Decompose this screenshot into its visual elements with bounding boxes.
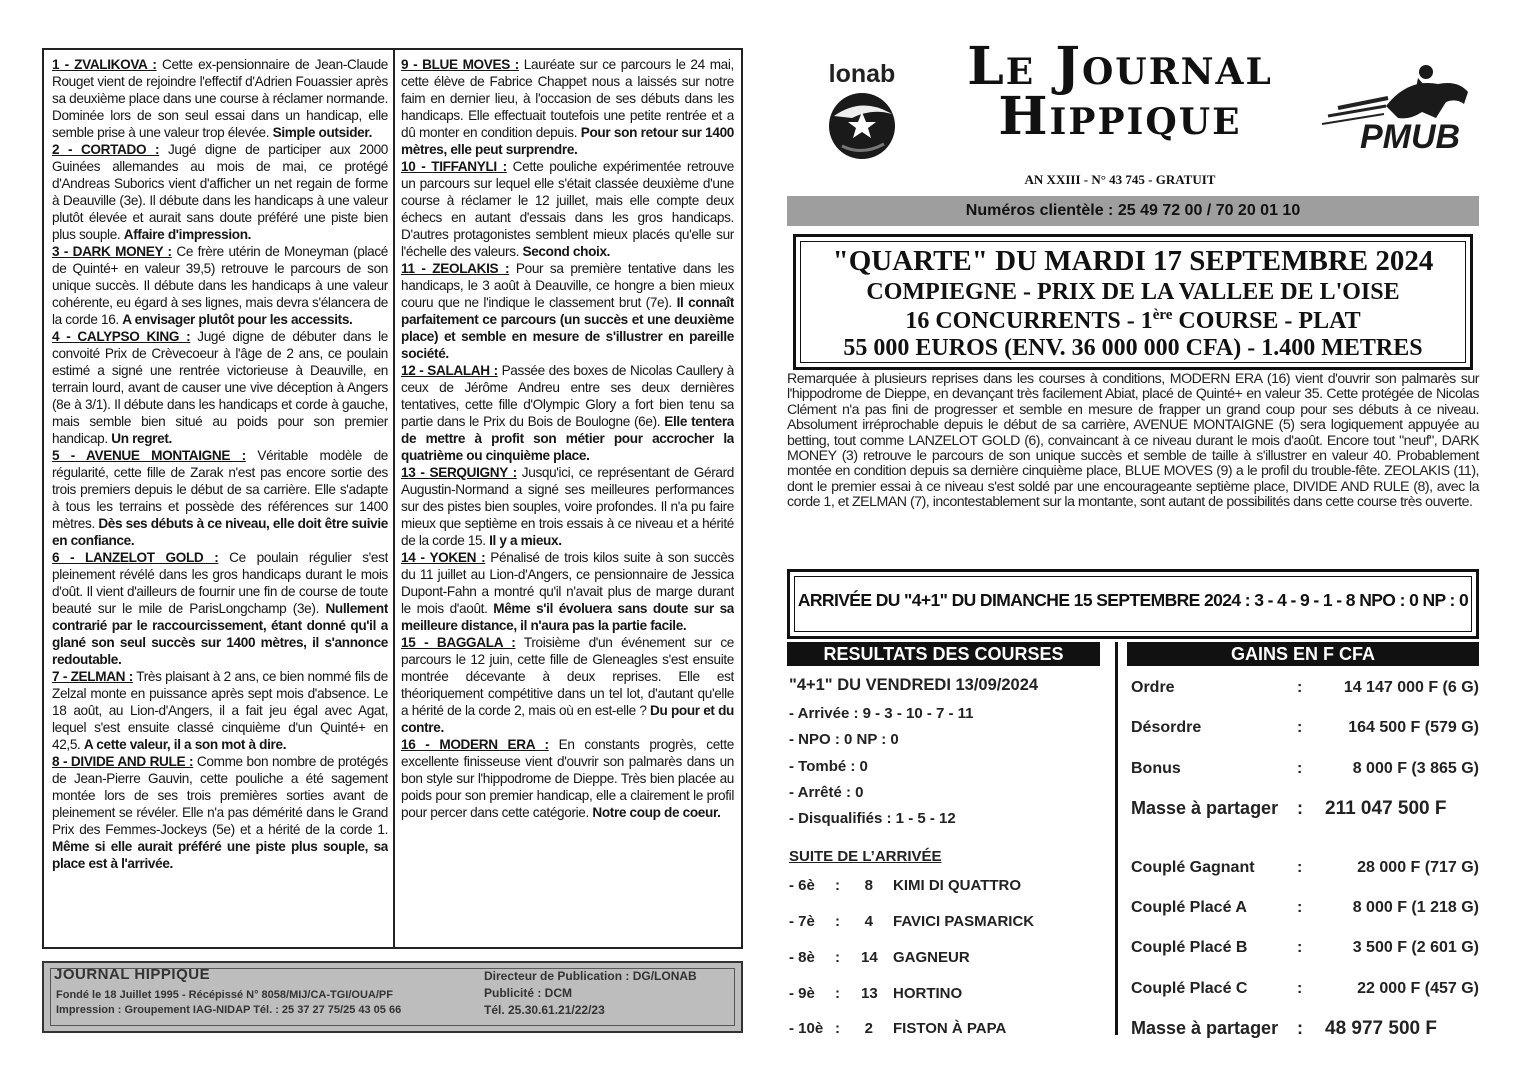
horse-comment [401, 362, 734, 464]
gain-separator: : [1297, 899, 1303, 916]
result-line: - Disqualifiés : 1 - 5 - 12 [789, 810, 956, 827]
horse-verdict: Affaire d'impression. [123, 227, 252, 242]
horse-verdict: Même s'il évoluera sans doute sur sa meilleure distance, il n'aura pas la partie facile. [401, 601, 734, 633]
results-header: RESULTATS DES COURSES [787, 642, 1100, 666]
publication-footer [42, 961, 743, 1033]
suite-rank: - 10è [789, 1020, 824, 1037]
suite-separator: : [835, 1020, 840, 1037]
newspaper-title [920, 36, 1320, 147]
horse-name: 16 - MODERN ERA : [401, 737, 549, 752]
horse-comment-text: Véritable modèle de régularité, cette fille de Zarak n'est pas encore sortie des trois premiers depuis le début de sa carrière. Elle s'adapte à tous les terrains et possède des références sur 1400 mètres. [52, 448, 388, 531]
race-title-box [793, 234, 1473, 370]
horse-comment [52, 328, 388, 447]
lonab-logo-text: lonab [828, 60, 896, 88]
horse-comment [52, 56, 388, 141]
race-title-line-3 [796, 307, 1470, 335]
suite-title: SUITE DE L’ARRIVÉE [789, 848, 942, 865]
suite-separator: : [835, 985, 840, 1002]
horse-comment-text: Très plaisant à 2 ans, ce bien nommé fils de Zelzal monte en puissance après sept mois d'absence. Le 18 août, au Lion-d'Angers, il a fait jeu égal avec Agat, lequel s'est ensuite classé cinquième d'un Quinté+ en 42,5. [52, 669, 388, 752]
horse-name: 13 - SERQUIGNY : [401, 465, 517, 480]
horse-name: 12 - SALALAH : [401, 363, 498, 378]
race-title-line-4: 55 000 EUROS (ENV. 36 000 000 CFA) - 1.400 METRES [843, 335, 1423, 361]
suite-horse-name: GAGNEUR [893, 949, 970, 966]
horse-comment-text: Jusqu'ici, ce représentant de Gérard Augustin-Normand a signé ses meilleures performances sur des pistes bien souples, voire profondes. Il n'a pu faire mieux que septième en trois essais à ce niveau et a hérité de la corde 15. [401, 465, 734, 548]
footer-director: Directeur de Publication : DG/LONAB [484, 969, 697, 983]
comments-column-1 [52, 56, 388, 944]
horse-comment-text: Troisième d'un événement sur ce parcours le 12 juin, cette fille de Gleneagles s'est ensuite montrée décevante à deux reprises. Elle est théoriquement compétitive dans un tel lot, d'autant qu'elle a hérité de la corde 2, mais où en est-elle ? [401, 635, 734, 718]
horse-name: 3 - DARK MONEY : [52, 244, 172, 259]
suite-separator: : [835, 877, 840, 894]
horse-comment-text: Pénalisé de trois kilos suite à son succès du 11 juillet au Lion-d'Angers, ce pensionnaire de Jessica Dupont-Fahn a montré qu'il n'avait plus de marge durant le mois d'août. [401, 550, 734, 616]
gain-separator: : [1297, 719, 1303, 736]
footer-printing: Impression : Groupement IAG-NIDAP Tél. : 25 37 27 75/25 43 05 66 [56, 1004, 402, 1016]
gain-value: 8 000 F (1 218 G) [1352, 899, 1479, 916]
horse-verdict: Simple outsider. [272, 125, 373, 140]
horse-name: 11 - ZEOLAKIS : [401, 261, 510, 276]
horse-comment [52, 753, 388, 872]
arrivee-box [787, 569, 1479, 639]
horse-comment [401, 56, 734, 158]
suite-horse-number: 4 [864, 913, 873, 930]
horse-comment [52, 447, 388, 549]
horse-comment [52, 243, 388, 328]
horse-comment [401, 158, 734, 260]
horse-name: 6 - LANZELOT GOLD : [52, 550, 219, 565]
gain-label: Ordre [1131, 679, 1175, 696]
horse-comment-text: Passée des boxes de Nicolas Caullery à ceux de Jérôme Andreu entre ses deux dernières tentatives, cette fille d'Olympic Glory a fort bien tenu sa partie dans le Prix du Bois de Boulogne (6e). [401, 363, 734, 429]
gain-separator: : [1297, 859, 1303, 876]
title-line-2: Hippique [998, 86, 1242, 147]
horse-name: 4 - CALYPSO KING : [52, 329, 191, 344]
suite-horse-number: 8 [864, 877, 873, 894]
results-gains-divider [1115, 642, 1118, 1035]
gains-header: GAINS EN F CFA [1127, 642, 1479, 666]
horse-comment-text: Ce poulain régulier s'est pleinement révélé dans les gros handicaps durant le mois d'oût. Il vient d'ailleurs de fournir une fin de course de toute beauté sur le mile de ParisLongchamp (3e). [52, 550, 388, 616]
suite-horse-name: HORTINO [893, 985, 963, 1002]
gain-value: 3 500 F (2 601 G) [1352, 939, 1479, 956]
horse-comment-text: Cette pouliche expérimentée retrouve un parcours sur lequel elle s'était classée deuxième d'une course à réclamer le 12 juillet, mais elle compte deux échecs en autant d'essais dans les gros handicaps. D'autres protagonistes semblent mieux placés qu'elle sur l'échelle des valeurs. [401, 159, 734, 259]
gain-label: Masse à partager [1131, 798, 1279, 818]
pmub-logo-text: PMUB [1359, 118, 1461, 156]
horse-comment [52, 668, 388, 753]
gain-separator: : [1297, 1018, 1303, 1038]
horse-comments-box [42, 48, 743, 949]
suite-rank: - 6è [789, 877, 815, 894]
horse-comment [52, 141, 388, 243]
arrivee-text: ARRIVÉE DU "4+1" DU DIMANCHE 15 SEPTEMBRE 2024 : 3 - 4 - 9 - 1 - 8 NPO : 0 NP : 0 [797, 590, 1469, 610]
gain-separator: : [1297, 939, 1303, 956]
race-title-line-3b: COURSE - PLAT [1172, 308, 1361, 334]
horse-verdict: Elle tentera de mettre à profit son métier pour accrocher la quatrième ou cinquième place. [401, 414, 734, 463]
comments-column-2 [401, 56, 734, 944]
suite-rank: - 9è [789, 985, 815, 1002]
gain-value: 8 000 F (3 865 G) [1352, 760, 1479, 777]
results-title: "4+1" DU VENDREDI 13/09/2024 [789, 676, 1039, 694]
suite-separator: : [835, 949, 840, 966]
race-title-line-3-sup: ère [1152, 307, 1173, 323]
suite-horse-name: FAVICI PASMARICK [893, 913, 1035, 930]
title-line-1: Le Journal [967, 36, 1273, 97]
horse-name: 8 - DIVIDE AND RULE : [52, 754, 194, 769]
horse-verdict: Nullement contrarié par le raccourcissement, étant donné qu'il a glané son seul succès sur 1400 mètres, il s'annonce redoutable. [52, 601, 388, 667]
column-divider [393, 50, 395, 947]
suite-horse-name: FISTON À PAPA [893, 1020, 1007, 1037]
suite-horse-number: 2 [864, 1020, 873, 1037]
horse-comment-text: Lauréate sur ce parcours le 24 mai, cette élève de Fabrice Chappet nous a laissés sur notre faim en dernier lieu, à l'occasion de ses débuts dans les handicaps. Elle effectuait toutefois une petite rentrée et a dû monter en condition depuis. [401, 57, 734, 140]
race-title-line-1: "QUARTE" DU MARDI 17 SEPTEMBRE 2024 [832, 245, 1434, 277]
gain-label: Désordre [1131, 719, 1202, 736]
horse-verdict: Second choix. [522, 244, 611, 259]
suite-separator: : [835, 913, 840, 930]
horse-comment-text: Ce frère utérin de Moneyman (placé de Quinté+ en valeur 39,5) retrouve le parcours de son unique succès. Il débute dans les handicaps à une valeur cohérente, eu égard à ses lignes, mais devra s'élancera de la corde 16. [52, 244, 388, 327]
horse-comment [401, 464, 734, 549]
horse-comment [401, 736, 734, 821]
horse-verdict: A envisager plutôt pour les accessits. [122, 312, 353, 327]
gain-separator: : [1297, 798, 1303, 818]
horse-comment [401, 260, 734, 362]
horse-comment-text: En constants progrès, cette excellente finisseuse vient d'ouvrir son palmarès dans un bon style sur l'hippodrome de Dieppe. Très bien placée au poids pour son premier handicap, elle a clairement le profil pour percer dans cette catégorie. [401, 737, 734, 820]
horse-name: 1 - ZVALIKOVA : [52, 57, 157, 72]
result-line: - Arrivée : 9 - 3 - 10 - 7 - 11 [789, 705, 974, 722]
horse-comment-text: Jugé digne de débuter dans le convoité Prix de Crèvecoeur à l'âge de 2 ans, ce poulain estimé a signé une rentrée victorieuse à Deauville, en terrain lourd, avant de causer une vive déception à Angers (8e à 3/1). Il débute dans les handicaps et corde à gauche, mais semble bien situé au poids pour son premier handicap. [52, 329, 388, 446]
gain-label: Couplé Placé B [1131, 939, 1248, 956]
horse-verdict: Il connaît parfaitement ce parcours (un succès et une deuxième place) et semble en mesure de s'illustrer en pareille société. [401, 295, 734, 361]
horse-verdict: Pour son retour sur 1400 mètres, elle peut surprendre. [401, 125, 734, 157]
gain-value: 28 000 F (717 G) [1357, 859, 1479, 876]
horse-comment-text: Pour sa première tentative dans les handicaps, le 3 août à Deauville, ce hongre a bien mieux couru que ne l'indique le classement brut (7e). [401, 261, 734, 310]
lonab-logo [812, 56, 912, 164]
gain-label: Bonus [1131, 760, 1181, 777]
gain-label: Couplé Placé C [1131, 980, 1248, 997]
gain-label: Couplé Placé A [1131, 899, 1247, 916]
horse-name: 15 - BAGGALA : [401, 635, 516, 650]
horse-verdict: Dès ses débuts à ce niveau, elle doit être suivie en confiance. [52, 516, 388, 548]
footer-publicite: Publicité : DCM [484, 986, 573, 1000]
suite-rank: - 7è [789, 913, 815, 930]
horse-name: 14 - YOKEN : [401, 550, 486, 565]
customer-phone-bar: Numéros clientèle : 25 49 72 00 / 70 20 01 10 [787, 196, 1479, 226]
race-title-line-3a: 16 CONCURRENTS - 1 [905, 308, 1153, 334]
horse-name: 9 - BLUE MOVES : [401, 57, 519, 72]
suite-rank: - 8è [789, 949, 815, 966]
gain-separator: : [1297, 760, 1303, 777]
race-title-line-2: COMPIEGNE - PRIX DE LA VALLEE DE L'OISE [866, 279, 1400, 305]
result-line: - Arrêté : 0 [789, 784, 864, 801]
gain-label: Masse à partager [1131, 1018, 1279, 1038]
result-line: - Tombé : 0 [789, 758, 868, 775]
gain-label: Couplé Gagnant [1131, 859, 1255, 876]
race-commentary: Remarquée à plusieurs reprises dans les courses à conditions, MODERN ERA (16) vient d'ouvrir son palmarès sur l'hippodrome de Dieppe, en devançant très facilement Abiat, placé de Quinté+ en valeur 35. Cette protégée de Nicolas Clément n'a pas fini de progresser et semble en mesure de frapper un grand coup pour ses débuts à ce niveau. Absolument irréprochable depuis le début de sa carrière, AVENUE MONTAIGNE (5) sera logiquement appuyée au betting, tout comme LANZELOT GOLD (6), convaincant à ce niveau durant le mois d'août. Encore tout "neuf", DARK MONEY (3) retrouve le parcours de son unique succès et semble de taille à s'illustrer en valeur 40. Probablement montée en condition depuis sa dernière cinquième place, BLUE MOVES (9) a le profil du trouble-fête. ZEOLAKIS (11), dont le premier essai à ce niveau s'est soldé par une encourageante septième place, DIVIDE AND RULE (8), avec la corde 1, et ZELMAN (7), incontestablement sur la montante, sont autant de possibilités dans cette course très ouverte. [787, 371, 1479, 511]
footer-founded: Fondé le 18 Juillet 1995 - Récépissé N° 8058/MIJ/CA-TGI/OUA/PF [56, 989, 393, 1001]
horse-comment [401, 634, 734, 736]
horse-comment [401, 549, 734, 634]
horse-name: 7 - ZELMAN : [52, 669, 133, 684]
horse-verdict: Même si elle aurait préféré une piste plus souple, sa place est à l'arrivée. [52, 839, 388, 871]
gain-separator: : [1297, 980, 1303, 997]
gain-value: 164 500 F (579 G) [1348, 719, 1479, 736]
issue-subtitle: AN XXIII - N° 43 745 - GRATUIT [1024, 172, 1216, 187]
gain-separator: : [1297, 679, 1303, 696]
footer-tel: Tél. 25.30.61.21/22/23 [484, 1003, 605, 1017]
horse-comment-text: Comme bon nombre de protégés de Jean-Pierre Gauvin, cette pouliche a été sagement montée lors de ses trois premières sorties avant de pleinement se révéler. Elle n'a pas démérité dans le Grand Prix des Femmes-Jockeys (5e) et a hérité de la corde 1. [52, 754, 388, 837]
gain-value: 48 977 500 F [1325, 1018, 1437, 1039]
footer-title: JOURNAL HIPPIQUE [54, 966, 211, 983]
gain-value: 22 000 F (457 G) [1357, 980, 1479, 997]
suite-horse-number: 14 [861, 949, 878, 966]
horse-verdict: Notre coup de coeur. [592, 805, 721, 820]
horse-comment-text: Cette ex-pensionnaire de Jean-Claude Rouget vient de rejoindre l'effectif d'Adrien Fouassier après sa deuxième place dans une course à réclamer normande. Dominée lors de son seul essai dans un handicap, elle semble prise à une valeur trop élevée. [52, 57, 388, 140]
horse-verdict: Du pour et du contre. [401, 703, 734, 735]
gain-value: 14 147 000 F (6 G) [1343, 679, 1479, 696]
horse-comment [52, 549, 388, 668]
gain-value: 211 047 500 F [1325, 798, 1447, 819]
pmub-logo [1318, 58, 1478, 158]
horse-verdict: A cette valeur, il a son mot à dire. [83, 737, 287, 752]
horse-name: 2 - CORTADO : [52, 142, 160, 157]
result-line: - NPO : 0 NP : 0 [789, 731, 899, 748]
horse-verdict: Il y a mieux. [489, 533, 562, 548]
horse-name: 10 - TIFFANYLI : [401, 159, 507, 174]
horse-verdict: Un regret. [111, 431, 172, 446]
suite-horse-number: 13 [861, 985, 878, 1002]
suite-horse-name: KIMI DI QUATTRO [893, 877, 1022, 894]
horse-comment-text: Jugé digne de participer aux 2000 Guinées allemandes au mois de mai, ce protégé d'Andreas Suborics vient d'afficher un net regain de forme à Deauville (3e). Il débute dans les handicaps à une valeur plutôt élevée et aurait sans doute préféré une piste bien plus souple. [52, 142, 388, 242]
horse-name: 5 - AVENUE MONTAIGNE : [52, 448, 246, 463]
